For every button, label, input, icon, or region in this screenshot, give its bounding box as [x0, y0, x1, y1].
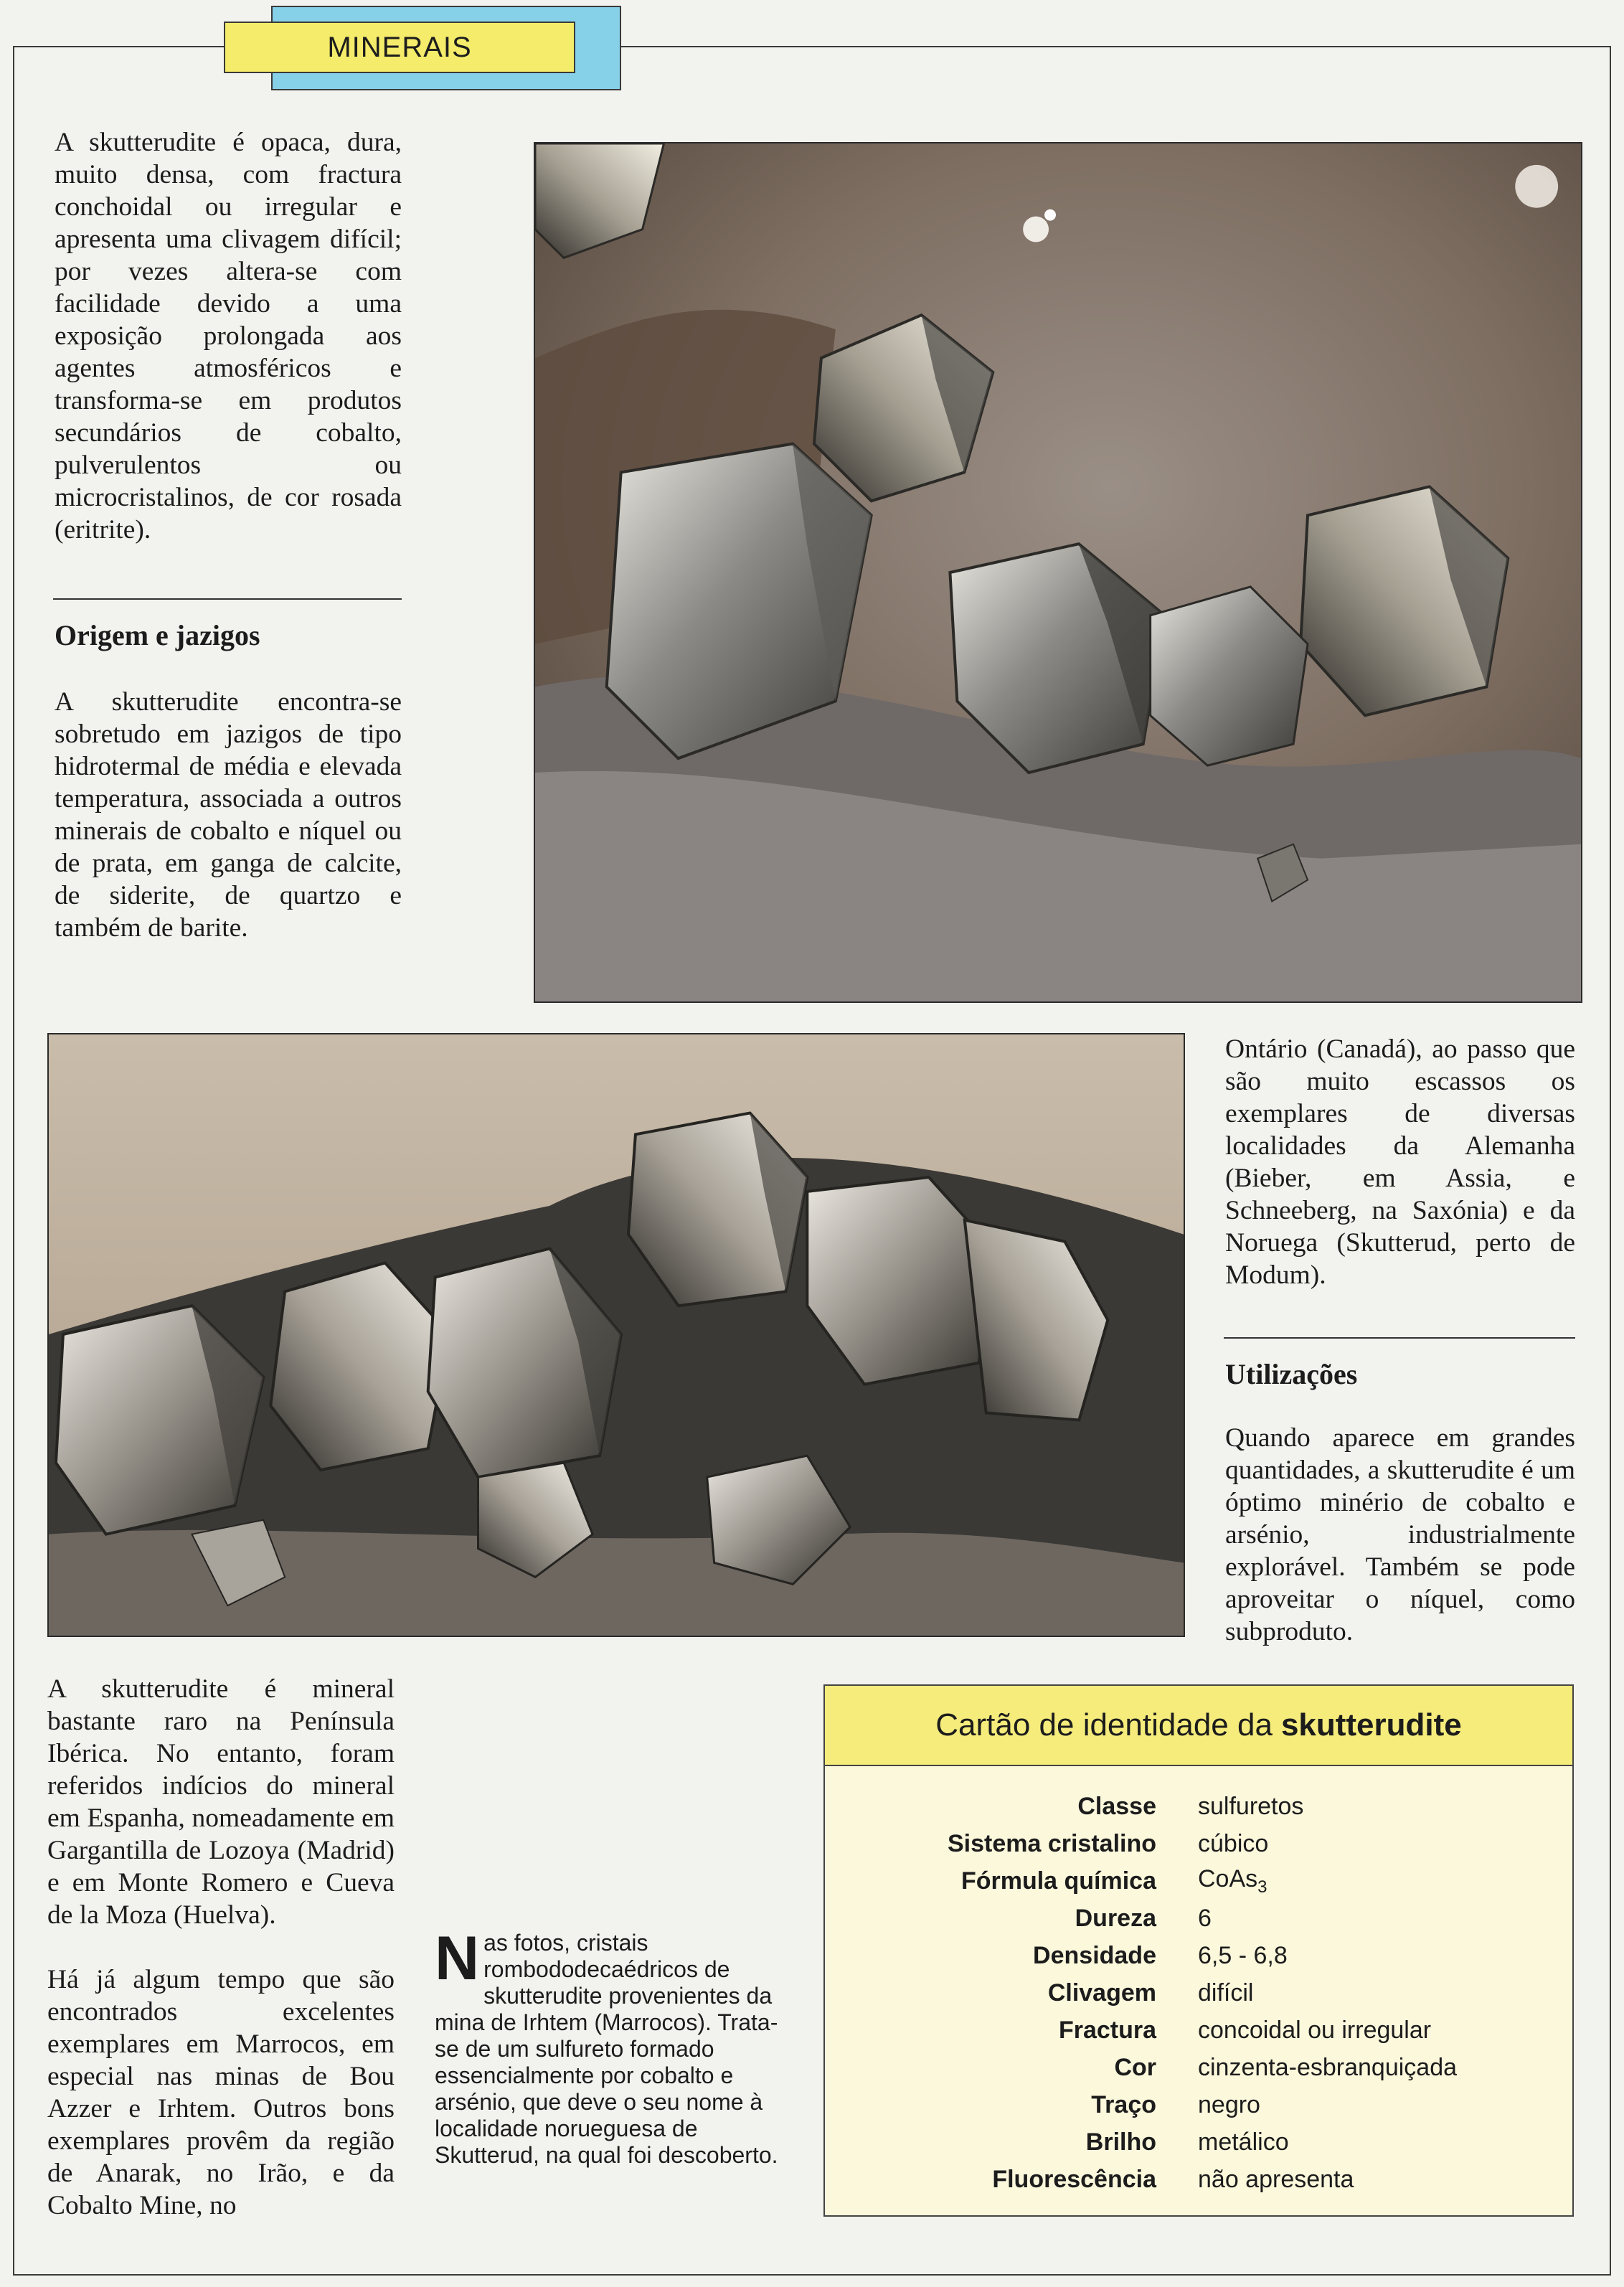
caption-dropcap: N	[435, 1924, 480, 1993]
formula-subscript: 3	[1257, 1877, 1267, 1897]
card-value: não apresenta	[1198, 2165, 1354, 2193]
card-value-formula	[1198, 1865, 1267, 1897]
divider	[1224, 1337, 1575, 1339]
section-tab	[224, 22, 575, 73]
card-key: Densidade	[1033, 1941, 1156, 1969]
card-key: Fórmula química	[960, 1867, 1156, 1895]
uses-heading: Utilizações	[1225, 1358, 1358, 1390]
card-key: Clivagem	[1047, 1979, 1156, 2007]
card-value: cinzenta-esbranquiçada	[1198, 2053, 1458, 2081]
iberia-paragraph: A skutterudite é mineral bastante raro na Península Ibérica. No entanto, foram referidos indícios do mineral em Espanha, nomeadamente em Gargantilla de Lozoya (Madrid) e em Monte Romero e Cueva de la Moza (Huelva).	[47, 1674, 395, 1930]
card-table	[825, 1788, 1572, 2198]
card-key: Cor	[1114, 2053, 1156, 2081]
intro-paragraph: A skutterudite é opaca, dura, muito densa, com fractura conchoidal ou irregular e apresenta uma clivagem difícil; por vezes altera-se com facilidade devido a uma exposição prolongada aos agentes atmosféricos e transforma-se em produtos secundários de cobalto, pulverulentos ou microcristalinos, de cor rosada (eritrite).	[55, 128, 402, 544]
crystal-photo-middle	[47, 1033, 1185, 1637]
card-key: Dureza	[1075, 1904, 1156, 1932]
morocco-paragraph: Há já algum tempo que são encontrados excelentes exemplares em Marrocos, em especial nas minas de Bou Azzer e Irhtem. Outros bons exemplares provêm da região de Anarak, no Irão, e da Cobalto Mine, no	[47, 1965, 395, 2220]
card-title	[825, 1686, 1572, 1766]
card-key: Fluorescência	[992, 2165, 1156, 2193]
card-row-classe	[825, 1788, 1572, 1825]
formula-base: CoAs	[1198, 1864, 1258, 1892]
continuation-paragraph: Ontário (Canadá), ao passo que são muito escassos os exemplares de diversas localidades da Alemanha (Bieber, em Assia, e Schneeberg, na Saxónia) e da Noruega (Skutterud, perto de Modum).	[1225, 1034, 1575, 1290]
card-row-formula	[825, 1862, 1572, 1900]
card-value: concoidal ou irregular	[1198, 2016, 1432, 2044]
card-value: metálico	[1198, 2128, 1289, 2156]
card-title-mineral: skutterudite	[1280, 1707, 1462, 1743]
card-key: Fractura	[1058, 2016, 1156, 2044]
origin-heading: Origem e jazigos	[55, 619, 260, 651]
card-key: Classe	[1077, 1792, 1156, 1820]
card-row-sistema	[825, 1825, 1572, 1862]
card-row-dureza	[825, 1900, 1572, 1937]
origin-paragraph: A skutterudite encontra-se sobretudo em jazigos de tipo hidrotermal de média e elevada temperatura, associada a outros minerais de cobalto e níquel ou de prata, em ganga de calcite, de siderite, de quartzo e também de barite.	[55, 687, 402, 943]
card-key: Sistema cristalino	[947, 1829, 1156, 1857]
card-title-prefix: Cartão de identidade da	[935, 1707, 1273, 1743]
card-row-brilho	[825, 2123, 1572, 2161]
card-value: difícil	[1198, 1979, 1254, 2007]
card-value: 6,5 - 6,8	[1198, 1941, 1288, 1969]
card-value: sulfuretos	[1198, 1792, 1304, 1820]
card-value: cúbico	[1198, 1829, 1269, 1857]
card-value: negro	[1198, 2090, 1260, 2118]
card-value: 6	[1198, 1904, 1212, 1932]
card-row-fluorescencia	[825, 2161, 1572, 2198]
section-tab-label: MINERAIS	[327, 31, 472, 63]
card-row-densidade	[825, 1937, 1572, 1974]
crystal-photo-top	[534, 142, 1582, 1003]
caption-text: as fotos, cristais rombododecaédricos de skutterudite provenientes da mina de Irhtem (Marrocos). Trata-se de um sulfureto formado essencialmente por cobalto e arsénio, que deve o seu nome à localidade norueguesa de Skutterud, na qual foi descoberto.	[435, 1930, 778, 2168]
photo-caption	[435, 1924, 783, 2169]
card-row-traco	[825, 2086, 1572, 2123]
card-key: Traço	[1091, 2090, 1156, 2118]
divider	[53, 598, 402, 600]
uses-paragraph: Quando aparece em grandes quantidades, a skutterudite é um óptimo minério de cobalto e arsénio, industrialmente explorável. Também se pode aproveitar o níquel, como subproduto.	[1225, 1423, 1575, 1646]
card-row-clivagem	[825, 1974, 1572, 2012]
card-row-cor	[825, 2049, 1572, 2086]
card-row-fractura	[825, 2012, 1572, 2049]
identity-card	[823, 1684, 1574, 2217]
card-key: Brilho	[1085, 2128, 1156, 2156]
